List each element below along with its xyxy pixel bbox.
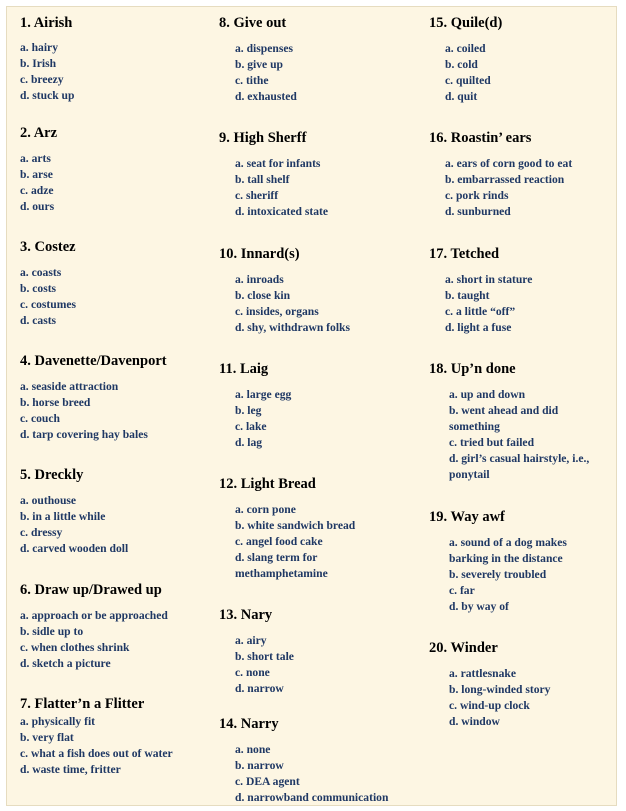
question-title: 6. Draw up/Drawed up: [20, 582, 162, 598]
option: a. outhouse: [20, 494, 77, 507]
question-title: 9. High Sherff: [219, 130, 307, 146]
option: b. sidle up to: [20, 625, 84, 638]
option-list: [445, 272, 614, 336]
option-list: [20, 714, 215, 778]
question-19: [429, 508, 614, 615]
option: a. coiled: [445, 42, 486, 55]
option-list: [235, 41, 424, 105]
question-18: [429, 360, 614, 483]
question-title: 3. Costez: [20, 239, 76, 255]
option: d. carved wooden doll: [20, 542, 129, 555]
option: b. went ahead and did something: [449, 404, 559, 433]
option-list: [445, 156, 614, 220]
question-5: [20, 466, 215, 557]
option-list: [235, 387, 424, 451]
question-title: 17. Tetched: [429, 246, 500, 262]
question-title: 14. Narry: [219, 716, 279, 732]
option: c. wind-up clock: [449, 699, 530, 712]
option: b. very flat: [20, 731, 74, 744]
question-16: [429, 129, 614, 220]
option: b. taught: [445, 289, 490, 302]
option: a. physically fit: [20, 715, 96, 728]
option: c. DEA agent: [235, 775, 300, 788]
option: b. cold: [445, 58, 478, 71]
question-6: [20, 581, 215, 672]
option: d. waste time, fritter: [20, 763, 121, 776]
question-title: 13. Nary: [219, 607, 273, 623]
option-list: [20, 379, 215, 443]
option-list: [20, 608, 215, 672]
option: c. a little “off”: [445, 305, 516, 318]
question-title: 18. Up’n done: [429, 361, 516, 377]
option: b. narrow: [235, 759, 284, 772]
option: c. what a fish does out of water: [20, 747, 173, 760]
option: d. quit: [445, 90, 478, 103]
question-title: 8. Give out: [219, 15, 287, 31]
quiz-sheet: [6, 6, 617, 806]
option: b. horse breed: [20, 396, 91, 409]
option: c. tried but failed: [449, 436, 535, 449]
option: a. arts: [20, 152, 51, 165]
option: c. sheriff: [235, 189, 279, 202]
option: c. when clothes shrink: [20, 641, 130, 654]
option: a. airy: [235, 634, 267, 647]
option: c. costumes: [20, 298, 77, 311]
option-list: [20, 493, 215, 557]
option: a. approach or be approached: [20, 609, 168, 622]
option: c. far: [449, 584, 475, 597]
question-title: 12. Light Bread: [219, 476, 316, 492]
option-list: [235, 156, 424, 220]
option: d. sketch a picture: [20, 657, 111, 670]
option-list: [20, 265, 215, 329]
option: d. window: [449, 715, 500, 728]
option: a. none: [235, 743, 271, 756]
option: a. large egg: [235, 388, 292, 401]
question-title: 4. Davenette/Davenport: [20, 353, 167, 369]
option-list: [235, 502, 424, 582]
question-title: 16. Roastin’ ears: [429, 130, 532, 146]
option: d. narrow: [235, 682, 284, 695]
option: a. seaside attraction: [20, 380, 119, 393]
question-2: [20, 124, 215, 215]
option: d. light a fuse: [445, 321, 512, 334]
question-14: [219, 715, 424, 806]
question-title: 7. Flatter’n a Flitter: [20, 696, 145, 712]
question-title: 10. Innard(s): [219, 246, 300, 262]
option: d. tarp covering hay bales: [20, 428, 148, 441]
question-title: 15. Quile(d): [429, 15, 503, 31]
option: a. dispenses: [235, 42, 293, 55]
option: c. couch: [20, 412, 60, 425]
option: a. seat for infants: [235, 157, 321, 170]
option: a. hairy: [20, 41, 59, 54]
option: a. sound of a dog makes barking in the distance: [449, 536, 567, 565]
option: a. up and down: [449, 388, 526, 401]
option-list: [445, 41, 614, 105]
option-list: [449, 666, 614, 730]
option: b. in a little while: [20, 510, 106, 523]
question-20: [429, 639, 614, 730]
option: a. rattlesnake: [449, 667, 516, 680]
question-8: [219, 14, 424, 105]
option: b. arse: [20, 168, 53, 181]
option: c. adze: [20, 184, 54, 197]
option: c. none: [235, 666, 270, 679]
option-list: [20, 40, 215, 104]
option: d. exhausted: [235, 90, 297, 103]
option-list: [449, 535, 614, 615]
option: d. casts: [20, 314, 57, 327]
option-list: [235, 272, 424, 336]
option: b. close kin: [235, 289, 291, 302]
option: d. ours: [20, 200, 55, 213]
option: d. stuck up: [20, 89, 75, 102]
option-list: [20, 151, 215, 215]
question-4: [20, 352, 215, 443]
question-10: [219, 245, 424, 336]
option: d. girl’s casual hairstyle, i.e., ponytail: [449, 452, 590, 481]
option-list: [449, 387, 614, 483]
option: c. lake: [235, 420, 267, 433]
option: a. inroads: [235, 273, 284, 286]
option: d. lag: [235, 436, 263, 449]
question-title: 19. Way awf: [429, 509, 505, 525]
option: b. short tale: [235, 650, 294, 663]
question-title: 2. Arz: [20, 125, 58, 141]
question-9: [219, 129, 424, 220]
question-17: [429, 245, 614, 336]
option: c. insides, organs: [235, 305, 319, 318]
option: d. shy, withdrawn folks: [235, 321, 351, 334]
option: b. leg: [235, 404, 262, 417]
question-title: 11. Laig: [219, 361, 269, 377]
question-title: 20. Winder: [429, 640, 498, 656]
option: a. corn pone: [235, 503, 296, 516]
option: c. breezy: [20, 73, 64, 86]
question-11: [219, 360, 424, 451]
question-title: 1. Airish: [20, 15, 73, 31]
option: a. ears of corn good to eat: [445, 157, 573, 170]
question-15: [429, 14, 614, 105]
option: b. give up: [235, 58, 283, 71]
option: c. tithe: [235, 74, 269, 87]
option: a. coasts: [20, 266, 62, 279]
option: a. short in stature: [445, 273, 533, 286]
question-title: 5. Dreckly: [20, 467, 84, 483]
option: b. severely troubled: [449, 568, 547, 581]
option: d. by way of: [449, 600, 509, 613]
option-list: [235, 742, 424, 806]
option: b. costs: [20, 282, 57, 295]
option: d. sunburned: [445, 205, 511, 218]
option: c. angel food cake: [235, 535, 323, 548]
option: d. slang term for methamphetamine: [235, 551, 328, 580]
option: b. embarrassed reaction: [445, 173, 565, 186]
option: d. intoxicated state: [235, 205, 329, 218]
option: d. narrowband communication: [235, 791, 389, 804]
option: b. Irish: [20, 57, 57, 70]
option: b. white sandwich bread: [235, 519, 356, 532]
question-13: [219, 606, 424, 697]
question-7: [20, 695, 215, 778]
option: b. long-winded story: [449, 683, 551, 696]
question-3: [20, 238, 215, 329]
option-list: [235, 633, 424, 697]
question-1: [20, 14, 215, 104]
option: c. pork rinds: [445, 189, 509, 202]
option: c. quilted: [445, 74, 491, 87]
option: c. dressy: [20, 526, 63, 539]
option: b. tall shelf: [235, 173, 290, 186]
question-12: [219, 475, 424, 582]
